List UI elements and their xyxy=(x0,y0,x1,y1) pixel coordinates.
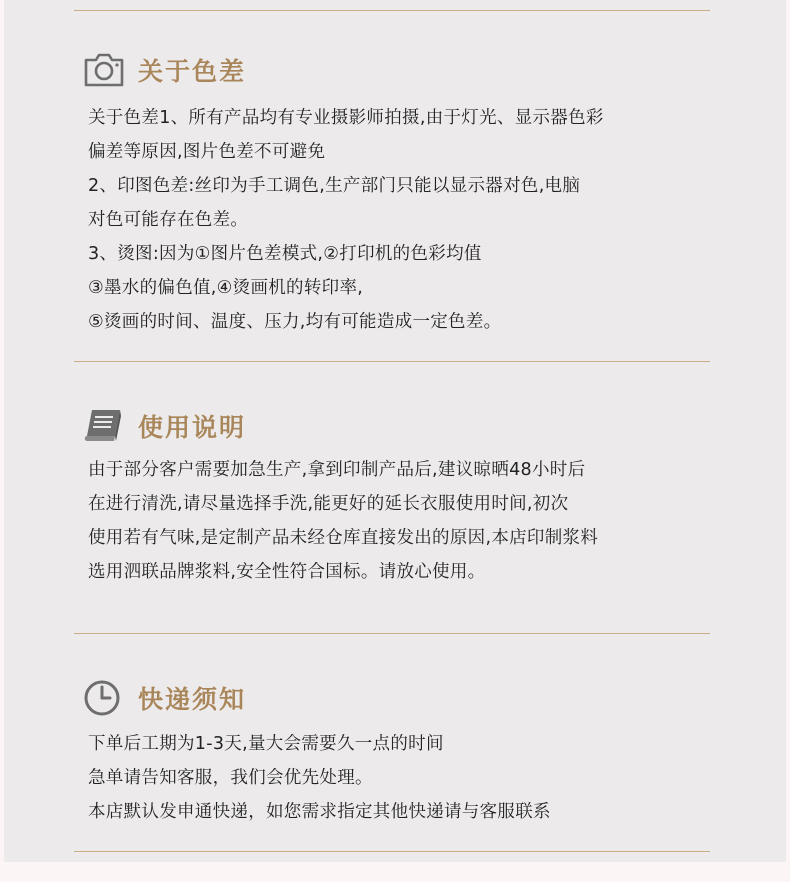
section-body-color-difference xyxy=(88,101,604,339)
body-line: 偏差等原因,图片色差不可避免 xyxy=(88,142,326,162)
camera-icon xyxy=(82,50,126,90)
divider-bottom xyxy=(74,851,710,852)
body-line: ③墨水的偏色值,④烫画机的转印率, xyxy=(88,278,364,298)
body-line: 本店默认发申通快递，如您需求指定其他快递请与客服联系 xyxy=(88,802,551,822)
content-panel xyxy=(4,0,786,862)
section-heading-color-difference xyxy=(82,50,246,90)
body-line: 下单后工期为1-3天,量大会需要久一点的时间 xyxy=(88,734,444,754)
section-heading-shipping xyxy=(82,678,246,718)
body-line: 由于部分客户需要加急生产,拿到印制产品后,建议晾晒48小时后 xyxy=(88,460,586,480)
section-title: 快递须知 xyxy=(138,685,247,714)
section-title: 关于色差 xyxy=(138,57,247,86)
divider xyxy=(74,633,710,634)
section-title: 使用说明 xyxy=(138,413,247,442)
body-line: 3、烫图:因为①图片色差模式,②打印机的色彩均值 xyxy=(88,244,482,264)
body-line: 关于色差1、所有产品均有专业摄影师拍摄,由于灯光、显示器色彩 xyxy=(88,108,604,128)
book-icon xyxy=(82,406,126,446)
body-line: 对色可能存在色差。 xyxy=(88,210,249,230)
body-line: ⑤烫画的时间、温度、压力,均有可能造成一定色差。 xyxy=(88,312,502,332)
divider xyxy=(74,361,710,362)
section-heading-usage xyxy=(82,406,246,446)
body-line: 在进行清洗,请尽量选择手洗,能更好的延长衣服使用时间,初次 xyxy=(88,494,569,514)
section-body-shipping xyxy=(88,727,551,829)
body-line: 选用泗联品牌浆料,安全性符合国标。请放心使用。 xyxy=(88,562,486,582)
body-line: 急单请告知客服，我们会优先处理。 xyxy=(88,768,373,788)
body-line: 2、印图色差:丝印为手工调色,生产部门只能以显示器对色,电脑 xyxy=(88,176,581,196)
section-body-usage xyxy=(88,453,598,589)
divider-top xyxy=(74,10,710,11)
body-line: 使用若有气味,是定制产品未经仓库直接发出的原因,本店印制浆料 xyxy=(88,528,599,548)
clock-icon xyxy=(82,678,126,718)
